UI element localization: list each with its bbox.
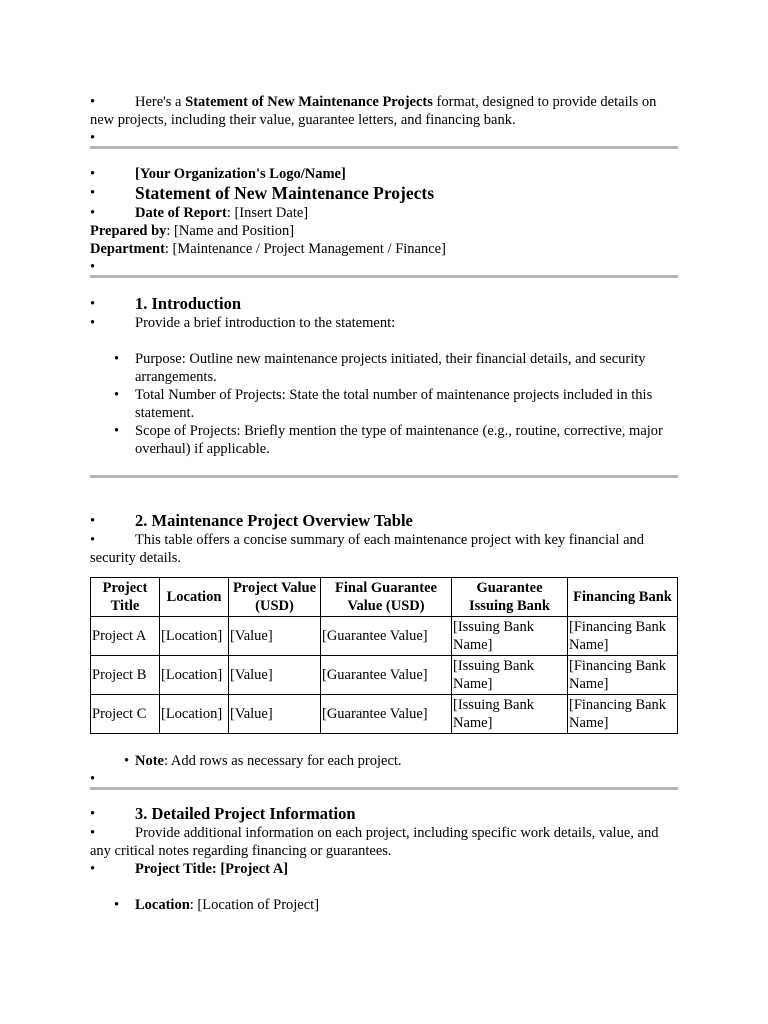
department-line (90, 240, 678, 258)
list-item-text: Purpose: Outline new maintenance projects initiated, their financial details, and security arrangements. (135, 351, 646, 385)
table-cell: [Financing Bank Name] (568, 656, 678, 695)
date-line (90, 204, 678, 222)
bullet-icon: • (90, 296, 96, 312)
table-header-row (91, 578, 678, 617)
column-header: Project Value (USD) (229, 578, 321, 617)
table-cell: [Guarantee Value] (321, 656, 452, 695)
section3-heading-line (90, 805, 678, 824)
prepared-value: : [Name and Position] (166, 223, 295, 239)
section1-list (90, 350, 678, 458)
table-cell: [Issuing Bank Name] (452, 695, 568, 734)
page-title: Statement of New Maintenance Projects (135, 183, 435, 203)
table-row (91, 656, 678, 695)
department-value: : [Maintenance / Project Management / Finance] (164, 241, 446, 257)
section3-heading: 3. Detailed Project Information (135, 804, 356, 823)
doc-title-line (90, 184, 678, 204)
list-item (90, 422, 678, 458)
list-item-text: Total Number of Projects: State the total number of maintenance projects included in this statement. (135, 387, 653, 421)
column-header: Financing Bank (568, 578, 678, 617)
bullet-icon: • (90, 205, 96, 221)
bullet-icon: • (124, 753, 130, 769)
bullet-icon: • (90, 771, 96, 787)
intro-paragraph (90, 93, 678, 129)
list-item (90, 896, 678, 914)
bullet-icon: • (90, 861, 96, 877)
table-cell: Project B (91, 656, 160, 695)
bullet-icon: • (90, 513, 96, 529)
department-label: Department (90, 241, 165, 257)
column-header: Project Title (91, 578, 160, 617)
location-label: Location (135, 897, 190, 913)
section3-lead-line (90, 824, 678, 860)
table-cell: [Financing Bank Name] (568, 617, 678, 656)
note-list (90, 752, 678, 770)
project-title-line (90, 860, 678, 878)
bullet-icon: • (114, 387, 120, 403)
table-cell: [Issuing Bank Name] (452, 617, 568, 656)
project-detail-list (90, 896, 678, 914)
column-header: Final Guarantee Value (USD) (321, 578, 452, 617)
section3-lead: Provide additional information on each project, including specific work details, value, and any critical notes regarding financing or guarantees. (90, 825, 659, 859)
section1-heading: 1. Introduction (135, 294, 242, 313)
empty-bullet (90, 129, 678, 146)
intro-bold-title: Statement of New Maintenance Projects (185, 94, 433, 110)
table-cell: Project C (91, 695, 160, 734)
intro-suffix: format, designed to provide details on new projects, including their value, guarantee letters, and financing bank. (90, 94, 657, 128)
table-cell: [Guarantee Value] (321, 695, 452, 734)
section1-heading-line (90, 295, 678, 314)
org-logo-line (90, 165, 678, 183)
bullet-icon: • (90, 130, 96, 146)
empty-bullet (90, 258, 678, 275)
project-title: Project Title: [Project A] (135, 861, 289, 877)
note-label: Note (135, 753, 164, 769)
table-row (91, 695, 678, 734)
section2-lead-line (90, 531, 678, 567)
org-logo-name: [Your Organization's Logo/Name] (135, 166, 346, 182)
section1-lead-line (90, 314, 678, 332)
bullet-icon: • (114, 423, 120, 439)
bullet-icon: • (90, 185, 96, 201)
column-header: Location (160, 578, 229, 617)
section2-heading: 2. Maintenance Project Overview Table (135, 511, 413, 530)
bullet-icon: • (114, 351, 120, 367)
table-cell: [Location] (160, 617, 229, 656)
table-cell: [Value] (229, 695, 321, 734)
table-cell: Project A (91, 617, 160, 656)
list-item-text: Scope of Projects: Briefly mention the type of maintenance (e.g., routine, corrective, major overhaul) if applicable. (135, 423, 663, 457)
prepared-line (90, 222, 678, 240)
list-item (90, 386, 678, 422)
bullet-icon: • (90, 315, 96, 331)
intro-prefix: Here's a (135, 94, 186, 110)
location-value: : [Location of Project] (189, 897, 320, 913)
bullet-icon: • (90, 825, 96, 841)
document-page (90, 93, 678, 914)
column-header: Guarantee Issuing Bank (452, 578, 568, 617)
bullet-icon: • (114, 897, 120, 913)
prepared-label: Prepared by (90, 223, 167, 239)
bullet-icon: • (90, 259, 96, 275)
date-value: : [Insert Date] (226, 205, 309, 221)
date-label: Date of Report (135, 205, 227, 221)
table-cell: [Guarantee Value] (321, 617, 452, 656)
section1-lead: Provide a brief introduction to the statement: (135, 315, 396, 331)
list-item (90, 350, 678, 386)
table-cell: [Issuing Bank Name] (452, 656, 568, 695)
table-cell: [Financing Bank Name] (568, 695, 678, 734)
project-overview-table (90, 577, 678, 734)
section2-heading-line (90, 512, 678, 531)
table-cell: [Value] (229, 617, 321, 656)
bullet-icon: • (90, 806, 96, 822)
section2-lead: This table offers a concise summary of each maintenance project with key financial and security details. (90, 532, 645, 566)
table-cell: [Value] (229, 656, 321, 695)
bullet-icon: • (90, 94, 96, 110)
table-cell: [Location] (160, 695, 229, 734)
bullet-icon: • (90, 532, 96, 548)
table-cell: [Location] (160, 656, 229, 695)
table-row (91, 617, 678, 656)
empty-bullet (90, 770, 678, 787)
bullet-icon: • (90, 166, 96, 182)
note-text: : Add rows as necessary for each project. (164, 753, 402, 769)
note-item (90, 752, 678, 770)
